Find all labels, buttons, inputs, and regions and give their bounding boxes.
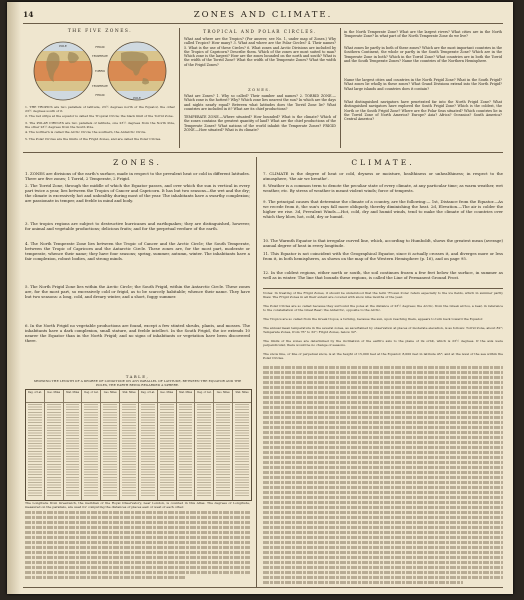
figure-caption: 5. The Polar Circles are the limits of the Frigid Zones, and are called the Polar Circles. xyxy=(25,137,162,141)
climate-paragraph: 8. Weather is a common term to denote the peculiar state of every climate, at any particular time; as warm weather, wet weather, etc. By stress of weather is meant violent winds; force of tempests. xyxy=(263,183,503,194)
climate-paragraph: 9. The principal causes that determine the climate of a country, are the following:— 1st, Distance from the Equator.—As we recede from it, the sun's rays fall more obliquely, thereby diminishing the heat. 2d, Elevation.—The air is colder the higher we rise. 3d, Prevalent Winds.—Hot, cold, dry and humid winds, tend to make the climate of the countries over which they blow, hot, cold, dry or humid. xyxy=(263,199,503,220)
text-line xyxy=(25,571,250,574)
figure-caption: 1. THE TROPICS are two parallels of latitude, 23½ degrees north of the Equator, the other 23½ degrees south of it. xyxy=(25,105,175,113)
climate-note: The Polar Circles are so called because they surround the poles at the distance of 23½ degrees; the Arctic, from the Greek arctos, a bear, in reference to the constellation of the Great Bear; the Antarctic, opposite to the Arctic. xyxy=(263,304,503,312)
zones-questions-title: ZONES. xyxy=(248,88,272,92)
text-line xyxy=(25,536,250,539)
table-column-header: Geo. Miles xyxy=(101,390,119,403)
page-number: 14 xyxy=(23,10,34,19)
zones-paragraph: 1. ZONES are divisions of the earth's surface, made in respect to the prevalent heat or cold in different latitudes. There are five zones; 1 Torrid, 2 Temperate, 2 Frigid. xyxy=(25,171,250,182)
figure-caption: 4. The northern is called the Arctic Circle; the southern, the Antarctic Circle. xyxy=(25,130,147,134)
text-line xyxy=(263,366,503,369)
table-column-header: Stat. Miles xyxy=(64,390,82,403)
text-line xyxy=(263,491,503,494)
table-column xyxy=(82,390,101,500)
pole-label-south: POLE xyxy=(133,97,141,100)
table-column-values xyxy=(103,404,117,497)
zone-label: FRIGID xyxy=(95,46,105,49)
zones-question: TEMPERATE ZONE.—Where situated? How bounded? What is the climate? Which of the zones contains the greatest quantity of land? What are the chief productions of the Temperate Zones? What nations of the world inhabit the Temperate Zones? FRIGID ZONE.—How situated? What is its climate? xyxy=(184,115,336,132)
table-column-values xyxy=(216,404,230,497)
zones-paragraph: 6. In the North Frigid no vegetable productions are found, except a few stinted shrubs, plants, and mosses. The inhabitants have a dark complexion, small stature, and feeble intellect. In the South Frigid, the ice extends 10 nearer the Equator than in the North Frigid; and no signs of inhabitants or vegetation have been discovered there. xyxy=(25,323,250,344)
table-column-values xyxy=(66,404,80,497)
zones-paragraph: 3. The tropics regions are subject to destructive hurricanes and earthquakes; they are distinguished, however, for animal and vegetable productions; delicious fruits; and for the perpetual verdure of the earth. xyxy=(25,221,250,232)
table-column-values xyxy=(160,404,174,497)
text-line xyxy=(263,401,503,404)
table-column-values xyxy=(84,404,98,497)
text-line xyxy=(263,386,503,389)
table-column-header: Deg. of Lat. xyxy=(82,390,100,403)
five-zones-globes xyxy=(25,40,175,102)
tropical-paragraph: What and where are the Tropics? (For answer, see No. 1, under map of Zones.) Why called Tropics? How many? 3. What and where are the Polar Circles? 4. Their names? 5. What is the use of these Circles? 6. What zones and Arctic Divisions are included by the Tropics of Capricorn? Describe them. Which of the zones are most suited to man? Which zone is the largest? How are the zones bounded on the north and south? What is the width of the Torrid Zone? What the width of the Temperate Zones? What the width of the Frigid Zones? xyxy=(184,37,336,67)
table-column xyxy=(214,390,233,500)
table-column-values xyxy=(197,404,211,497)
table-column xyxy=(139,390,158,500)
text-line xyxy=(263,381,503,384)
tropical-title: TROPICAL AND POLAR CIRCLES. xyxy=(203,29,317,34)
column-divider xyxy=(256,157,257,587)
header-rule xyxy=(23,23,503,24)
text-line xyxy=(263,521,503,524)
text-line xyxy=(263,476,503,479)
section-rule xyxy=(23,152,503,153)
table-column xyxy=(195,390,214,500)
climate-note: The snow line, or line of perpetual snow, is at the height of 15,000 feet at the Equator; 8,000 feet in latitude 45°; and at the level of the sea within the Polar Circles. xyxy=(263,352,503,360)
question-paragraph: Name the largest cities and countries in the North Frigid Zone? What in the South Frigid? What zones lie wholly in these zones? What Grand Divisions extend into the North Frigid? What large islands and countries does it contain? xyxy=(344,78,502,91)
text-line xyxy=(263,451,503,454)
figure-title: THE FIVE ZONES. xyxy=(67,29,133,34)
question-paragraph: What zones lie partly in both of these zones? Which are the most important countries in the Southern Continent, the whole or partly in the South Temperate Zone? Which are in the Temperate Zone in both? Which in the Torrid Zone? What countries are in both the Torrid and the South Temperate Zones? Name the countries of the Northern Hemisphere. xyxy=(344,46,503,63)
table-column-header: Deg. of Lat. xyxy=(26,390,44,403)
table-title: TABLE, xyxy=(125,374,150,379)
text-line xyxy=(263,496,503,499)
table-column-header: Stat. Miles xyxy=(233,390,251,403)
table-columns xyxy=(26,390,251,500)
text-line xyxy=(263,376,503,379)
table-column xyxy=(64,390,83,500)
zones-paragraph: 2. The Torrid Zone, through the middle of which the Equator passes, and over which the sun is vertical in every part twice a year, lies between the Tropics of Cancer and Capricorn. It has but two seasons—the wet and the dry; the climate is excessively hot and unhealthy during most of the year. The inhabitants have a swarthy complexion; are passionate in temper, and feeble in mind and body. xyxy=(25,183,250,204)
table-column-header: Geo. Miles xyxy=(45,390,63,403)
text-line xyxy=(263,371,503,374)
page-header xyxy=(23,10,503,22)
text-line xyxy=(263,531,503,534)
text-line xyxy=(263,556,503,559)
question-paragraph: What distinguished navigators have penetrated far into the North Frigid Zone? What distinguished navigators have explored the South Frigid Zone? Which is the coldest, the North or the South Frigid Zone? Where are the Polar Seas situated? Which countries lie in the Torrid Zone of North America? Europe? Asia? Africa? Oceanica? South America? Central America? xyxy=(344,100,502,122)
text-line xyxy=(263,431,503,434)
zones-title: ZONES. xyxy=(113,158,162,167)
text-line xyxy=(25,551,250,554)
text-line xyxy=(263,426,503,429)
table-column xyxy=(101,390,120,500)
table-column-header: Geo. Miles xyxy=(158,390,176,403)
climate-paragraph: 11. This Equator is not coincident with the Geographical Equator, since it actually crosses it, and diverges more or less from it, in both hemispheres, as shown on the map of the Western Hemisphere (p. 16), and on page 95. xyxy=(263,251,503,262)
longitude-table xyxy=(25,389,252,501)
text-line xyxy=(25,531,250,534)
text-line xyxy=(263,511,503,514)
table-column-values xyxy=(235,404,249,497)
zones-paragraph: 4. The North Temperate Zone lies between the Tropic of Cancer and the Arctic Circle; the South Temperate, between the Tropic of Capricorn and the Antarctic Circle. These zones are, for the most part, moderate or temperate, whence their name; they have four seasons; spring, summer, autumn, winter. The inhabitants have a fair complexion, robust bodies, and strong minds. xyxy=(25,241,250,262)
text-line xyxy=(263,546,503,549)
table-subtitle: SHOWING THE LENGTH OF A DEGREE OF LONGITUDE ON ANY PARALLEL OF LATITUDE, BETWEEN THE EQUATOR AND THE POLES, THE EARTH BEING REGARDED A SPHERE. xyxy=(33,379,242,387)
figure-caption: 3. The POLAR CIRCLES are two parallels of latitude, one 23½ degrees from the North Pole, the other 23½ degrees from the South Pole. xyxy=(25,121,175,129)
text-line xyxy=(263,436,503,439)
text-line xyxy=(263,581,463,584)
climate-note: The annual mean temperature in the several zones, as ascertained by observation at places of moderate elevation, is as follows: Torrid Zone, about 82°; Temperate Zones, from 76° to 32°; Frigid Zones, below 32°. xyxy=(263,326,503,334)
question-paragraph: in the North Temperate Zone? What are the largest rivers? What cities are in the North Temperate Zone? In what part of the North Temperate Zone do we live? xyxy=(344,30,502,39)
text-line xyxy=(25,516,250,519)
table-column-header: Stat. Miles xyxy=(120,390,138,403)
table-column-values xyxy=(179,404,193,497)
table-column xyxy=(26,390,45,500)
text-line xyxy=(263,561,503,564)
text-line xyxy=(263,566,503,569)
textbook-page xyxy=(7,2,513,594)
text-line xyxy=(25,521,250,524)
text-line xyxy=(263,576,503,579)
zone-label: TORRID xyxy=(94,70,106,73)
figure-caption: 2. The red strips at the equator is called the Tropical Circle; the black limit of the Torrid Zone. xyxy=(25,114,174,118)
text-line xyxy=(263,551,503,554)
text-line xyxy=(263,406,503,409)
zones-question: What are Zones? 1. Why so called? Their number and names? 2. TORRID ZONE.—Which zone is the hottest? Why? Which zone lies nearest the sun? In which are the days and nights nearly equal? Between what latitudes does the Torrid Zone lie? What countries are included in it? What are its chief productions? xyxy=(184,94,336,111)
table-column-values xyxy=(122,404,136,497)
text-line xyxy=(25,546,250,549)
text-line xyxy=(263,536,503,539)
table-note: The Longitude from Greenwich, the meridian of the Royal Observatory, near London, is counted in this Atlas. The degrees of Longitude, measured on the parallels, are used for computing the distances of places east or west of each other. xyxy=(25,501,250,509)
column-divider xyxy=(179,28,180,148)
text-line xyxy=(263,486,503,489)
table-column-header: Deg. of Lat. xyxy=(139,390,157,403)
climate-paragraph: 12. In the coldest regions, either north or south, the soil continues frozen a few feet below the surface, in summer as well as in winter. The line that bounds these regions, is called the Line of Permanent Ground Frost. xyxy=(263,270,503,281)
table-column xyxy=(120,390,139,500)
table-column xyxy=(233,390,251,500)
table-column-values xyxy=(141,404,155,497)
climate-paragraph: 7. CLIMATE is the degree of heat or cold, dryness or moisture, healthiness or unhealthiness; in respect to the atmosphere, 'the air we breathe'. xyxy=(263,171,503,182)
text-line xyxy=(263,391,503,394)
table-column-values xyxy=(47,404,61,497)
climate-note: The limits of the zones are determined by the inclination of the earth's axis to the plane of its orbit, which is 23½ degrees. If the axis were perpendicular, there would be no change of seasons. xyxy=(263,339,503,347)
text-line xyxy=(263,416,503,419)
zones-paragraph: 5. The North Frigid Zone lies within the Arctic Circle; the South Frigid, within the Antarctic Circle. These zones are, for the most part, so excessively cold or frigid, as to be scarcely habitable; whence their name. They have but two seasons: a long, cold, and dreary winter, and a short, foggy summer. xyxy=(25,284,250,300)
text-line xyxy=(25,511,250,514)
text-line xyxy=(263,461,503,464)
text-line xyxy=(263,466,503,469)
text-line xyxy=(263,526,503,529)
text-line xyxy=(263,446,503,449)
text-line xyxy=(25,561,250,564)
table-column-values xyxy=(28,404,42,497)
text-line xyxy=(263,571,503,574)
table-column xyxy=(45,390,64,500)
climate-paragraph: 10. The Warmth Equator is that irregular curved line, which, according to Humboldt, shows the greatest mean (average) annual degree of heat in every longitude. xyxy=(263,238,503,249)
text-line xyxy=(263,421,503,424)
table-column xyxy=(177,390,196,500)
text-line xyxy=(25,576,185,579)
text-line xyxy=(263,516,503,519)
table-column-header: Deg. of Lat. xyxy=(195,390,213,403)
climate-note: The Tropics are so called from the Greek tropos, a turning, because the sun, upon reaching them, appears to turn back toward the Equator. xyxy=(263,317,483,321)
text-line xyxy=(263,396,503,399)
zone-label: TEMPERATE xyxy=(92,85,108,88)
running-title: ZONES AND CLIMATE. xyxy=(193,10,333,20)
climate-note: Notes: In treating of the Frigid Zones, it should be understood that the term 'Frozen Zone' refers especially to the ice fields, which in summer partly thaw. The Frigid Zones in all their extent are covered with snow nine months of the year. xyxy=(263,291,503,299)
notes-rule xyxy=(263,288,503,289)
footer-rule xyxy=(23,587,503,588)
column-divider xyxy=(340,28,341,148)
text-line xyxy=(263,441,503,444)
pole-label-north: POLE xyxy=(59,45,67,48)
zone-label: TEMPERATE xyxy=(92,55,108,58)
text-line xyxy=(25,566,250,569)
text-line xyxy=(25,556,250,559)
table-column-header: Stat. Miles xyxy=(177,390,195,403)
text-line xyxy=(263,456,503,459)
text-line xyxy=(263,501,503,504)
text-line xyxy=(25,526,250,529)
text-line xyxy=(25,541,250,544)
zone-label: FRIGID xyxy=(95,94,105,97)
text-line xyxy=(263,541,503,544)
text-line xyxy=(263,471,503,474)
text-line xyxy=(263,506,503,509)
text-line xyxy=(263,481,503,484)
climate-title: CLIMATE. xyxy=(351,158,415,167)
table-column xyxy=(158,390,177,500)
text-line xyxy=(263,411,503,414)
table-column-header: Geo. Miles xyxy=(214,390,232,403)
